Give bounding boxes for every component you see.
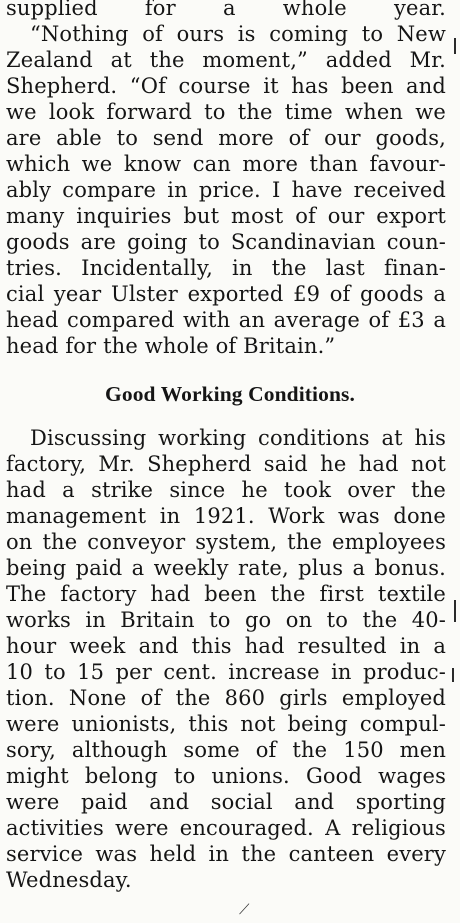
para2-line-9: hour week and this had resulted in a bbox=[6, 634, 446, 658]
para1-line-4: Shepherd. “Of course it has been and bbox=[6, 74, 446, 98]
para2-line-2: factory, Mr. Shepherd said he had not bbox=[6, 452, 446, 476]
para2-line-1: Discussing working conditions at his bbox=[30, 426, 446, 450]
para2-line-6: being paid a weekly rate, plus a bonus. bbox=[6, 556, 446, 580]
para1-line-8: ably compare in price. I have received bbox=[6, 178, 446, 202]
para1-line-3: Zealand at the moment,” added Mr. bbox=[6, 48, 446, 72]
para2-line-5: on the conveyor system, the employees bbox=[6, 530, 446, 554]
para1-line-7: which we know can more than favour- bbox=[6, 152, 446, 176]
para2-line-12: were unionists, this not being compul- bbox=[6, 712, 446, 736]
para2-line-10: 10 to 15 per cent. increase in produc- bbox=[6, 660, 446, 684]
para1-line-13: head compared with an average of £3 a bbox=[6, 308, 446, 332]
para1-line-5: we look forward to the time when we bbox=[6, 100, 446, 124]
para1-line-6: are able to send more of our goods, bbox=[6, 126, 446, 150]
para2-line-18: Wednesday. bbox=[6, 868, 132, 892]
para2-line-8: works in Britain to go on to the 40- bbox=[6, 608, 446, 632]
para2-line-15: were paid and social and sporting bbox=[6, 790, 446, 814]
para2-line-4: management in 1921. Work was done bbox=[6, 504, 446, 528]
para2-line-17: service was held in the canteen every bbox=[6, 842, 446, 866]
para1-line-10: goods are going to Scandinavian coun- bbox=[6, 230, 446, 254]
para2-line-13: sory, although some of the 150 men bbox=[6, 738, 446, 762]
column-rule-fragment bbox=[454, 600, 456, 622]
column-rule-fragment bbox=[452, 668, 454, 682]
para1-line-14: head for the whole of Britain.” bbox=[6, 334, 336, 358]
para1-line-11: tries. Incidentally, in the last finan- bbox=[6, 256, 446, 280]
para2-line-3: had a strike since he took over the bbox=[6, 478, 446, 502]
para1-line-1: supplied for a whole year. bbox=[6, 0, 446, 20]
para2-line-7: The factory had been the first textile bbox=[6, 582, 446, 606]
para1-line-12: cial year Ulster exported £9 of goods a bbox=[6, 282, 446, 306]
column-rule-fragment bbox=[454, 38, 456, 54]
para1-line-2: “Nothing of ours is coming to New bbox=[30, 22, 446, 46]
para1-line-9: many inquiries but most of our export bbox=[6, 204, 446, 228]
para2-line-14: might belong to unions. Good wages bbox=[6, 764, 446, 788]
para2-line-11: tion. None of the 860 girls employed bbox=[6, 686, 446, 710]
para2-line-16: activities were encouraged. A religious bbox=[6, 816, 446, 840]
section-heading: Good Working Conditions. bbox=[105, 382, 355, 406]
